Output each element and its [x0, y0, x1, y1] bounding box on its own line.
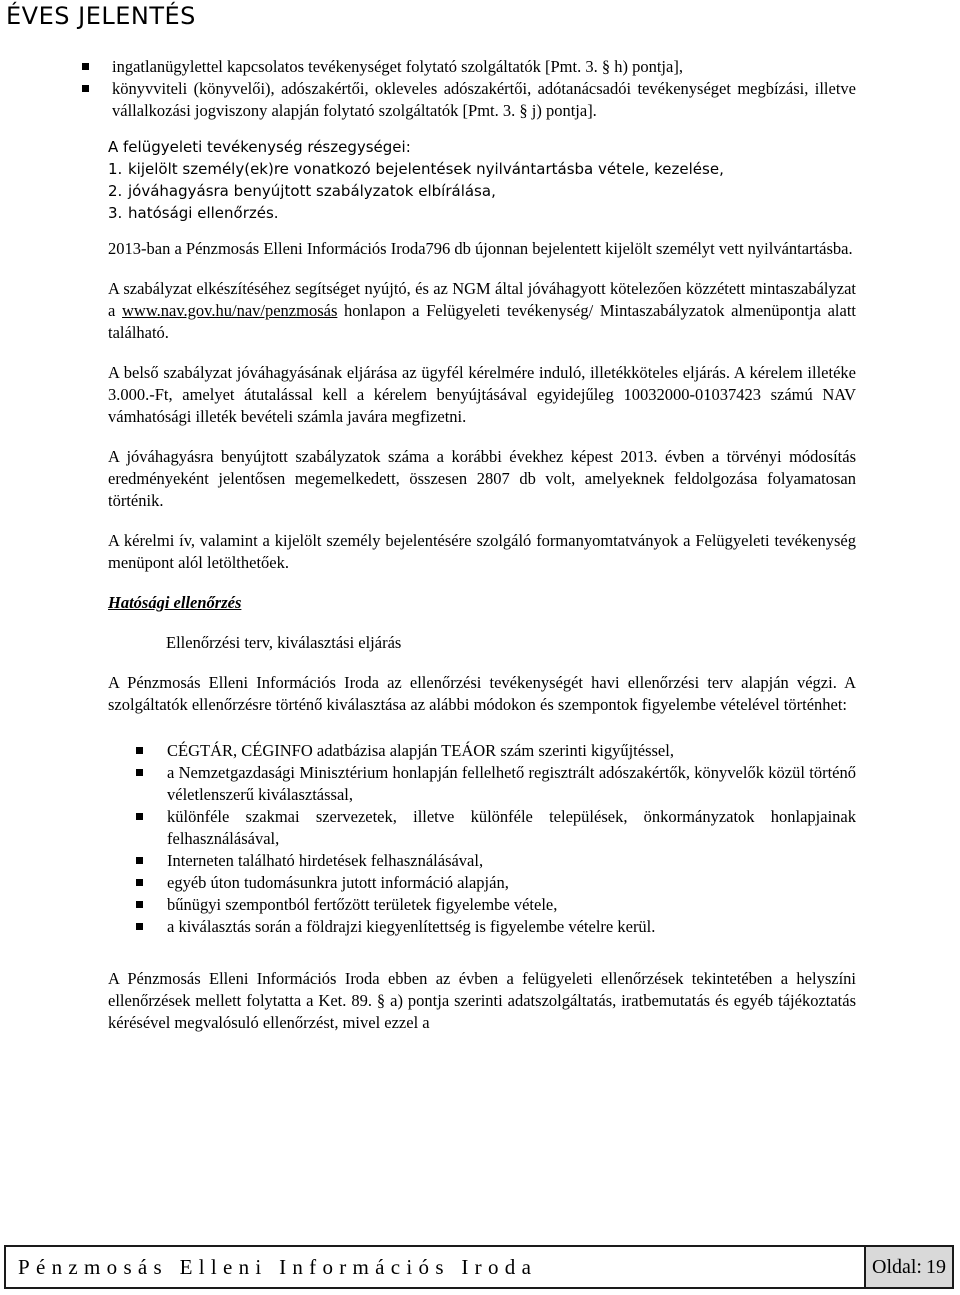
footer-page-label: Oldal:	[872, 1255, 922, 1278]
square-bullet-icon	[136, 857, 143, 864]
paragraph-closing: A Pénzmosás Elleni Információs Iroda ebben az évben a felügyeleti ellenőrzések tekintetében a helyszíni ellenőrzések mellett folytatta a Ket. 89. § a) pontja szerinti adatszolgáltatás, iratbemutatás és egyéb tájékoztatás kérésével megvalósuló ellenőrzést, mivel ezzel a	[108, 969, 856, 1032]
list-item	[107, 872, 856, 894]
paragraph-submitted-policies: A jóváhagyásra benyújtott szabályzatok száma a korábbi évekhez képest 2013. évben a törvényi módosítás eredményeként jelentősen megemelkedett, összesen 2807 db volt, amelyeknek feldolgozása folyamatosan történik.	[108, 447, 856, 510]
square-bullet-icon	[136, 769, 143, 776]
list-item-text: jóváhagyásra benyújtott szabályzatok elbírálása,	[128, 182, 496, 200]
square-bullet-icon	[82, 85, 89, 92]
list-item-text: a Nemzetgazdasági Minisztérium honlapján fellelhető regisztrált adószakértők, könyvelők közül történő véletlenszerű kiválasztással,	[167, 763, 856, 804]
list-item	[0, 56, 856, 78]
square-bullet-icon	[136, 901, 143, 908]
subunits-heading: A felügyeleti tevékenység részegységei:	[108, 138, 411, 156]
list-item	[107, 850, 856, 872]
list-item-text: könyvviteli (könyvelői), adószakértői, okleveles adószakértői, adótanácsadói tevékenységet megbízási, illetve vállalkozási jogviszony alapján folytató szolgáltatók [Pmt. 3. § j) pontja].	[112, 79, 856, 120]
subunits-list	[52, 158, 856, 224]
square-bullet-icon	[136, 813, 143, 820]
page-header-title: ÉVES JELENTÉS	[6, 2, 196, 30]
list-item-text: bűnügyi szempontból fertőzött területek figyelembe vétele,	[167, 895, 558, 914]
section-title: Hatósági ellenőrzés	[108, 593, 242, 612]
list-item	[107, 916, 856, 938]
list-item-text: Interneten található hirdetések felhasználásával,	[167, 851, 484, 870]
page-content	[108, 56, 856, 1034]
footer-org-name: Pénzmosás Elleni Információs Iroda	[4, 1245, 864, 1289]
list-item-number: 1.	[108, 160, 123, 178]
paragraph-text: honlapon a Felügyeleti tevékenység/ Mintaszabályzatok almenüpontja alatt található.	[108, 301, 856, 342]
list-item-text: ingatlanügylettel kapcsolatos tevékenységet folytató szolgáltatók [Pmt. 3. § h) pontja],	[112, 57, 683, 76]
list-item	[52, 158, 856, 180]
paragraph-registrations: 2013-ban a Pénzmosás Elleni Információs Iroda796 db újonnan bejelentett kijelölt személyt vett nyilvántartásba.	[108, 239, 853, 258]
list-item-text: egyéb úton tudomásunkra jutott információ alapján,	[167, 873, 509, 892]
list-item	[0, 78, 856, 122]
paragraph-model-policy	[108, 278, 856, 344]
list-item	[107, 894, 856, 916]
list-item-text: CÉGTÁR, CÉGINFO adatbázisa alapján TEÁOR szám szerinti kigyűjtéssel,	[167, 741, 674, 760]
selection-criteria-list	[108, 740, 856, 938]
list-item-text: hatósági ellenőrzés.	[128, 204, 279, 222]
nav-website-link[interactable]: www.nav.gov.hu/nav/penzmosás	[122, 301, 338, 320]
square-bullet-icon	[136, 923, 143, 930]
list-item-text: a kiválasztás során a földrajzi kiegyenlítettség is figyelembe vételre kerül.	[167, 917, 656, 936]
square-bullet-icon	[136, 747, 143, 754]
square-bullet-icon	[136, 879, 143, 886]
footer-page-number	[864, 1245, 954, 1289]
paragraph-text: A szabályzat elkészítéséhez segítséget nyújtó, és az NGM által jóváhagyott kötelezően közzétett mintaszabályzat a	[108, 279, 856, 320]
list-item-text: kijelölt személy(ek)re vonatkozó bejelentések nyilvántartásba vétele, kezelése,	[128, 160, 724, 178]
square-bullet-icon	[82, 63, 89, 70]
service-provider-list	[108, 56, 856, 122]
paragraph-forms-download: A kérelmi ív, valamint a kijelölt személy bejelentésére szolgáló formanyomtatványok a Felügyeleti tevékenység menüpont alól letölthetőek.	[108, 531, 856, 572]
paragraph-approval-procedure: A belső szabályzat jóváhagyásának eljárása az ügyfél kérelmére induló, illetékköteles eljárás. A kérelem illetéke 3.000.-Ft, amelyet átutalással kell a kérelem benyújtásával egyidejűleg 10032000-01037423 számú NAV vámhatósági illeték bevételi számla javára megfizetni.	[108, 363, 856, 426]
paragraph-inspection-intro: A Pénzmosás Elleni Információs Iroda az ellenőrzési tevékenységét havi ellenőrzési terv alapján végzi. A szolgáltatók ellenőrzésre történő kiválasztása az alábbi módokon és szempontok figyelembe vételével történhet:	[108, 673, 856, 714]
page-footer	[4, 1245, 954, 1289]
list-item	[107, 740, 856, 762]
list-item	[52, 202, 856, 224]
list-item-number: 2.	[108, 182, 123, 200]
list-item-number: 3.	[108, 204, 123, 222]
footer-page-value: 19	[926, 1255, 946, 1278]
list-item	[107, 762, 856, 806]
subsection-title: Ellenőrzési terv, kiválasztási eljárás	[166, 633, 402, 652]
list-item	[107, 806, 856, 850]
list-item	[52, 180, 856, 202]
list-item-text: különféle szakmai szervezetek, illetve különféle települések, önkormányzatok honlapjainak felhasználásával,	[167, 807, 856, 848]
